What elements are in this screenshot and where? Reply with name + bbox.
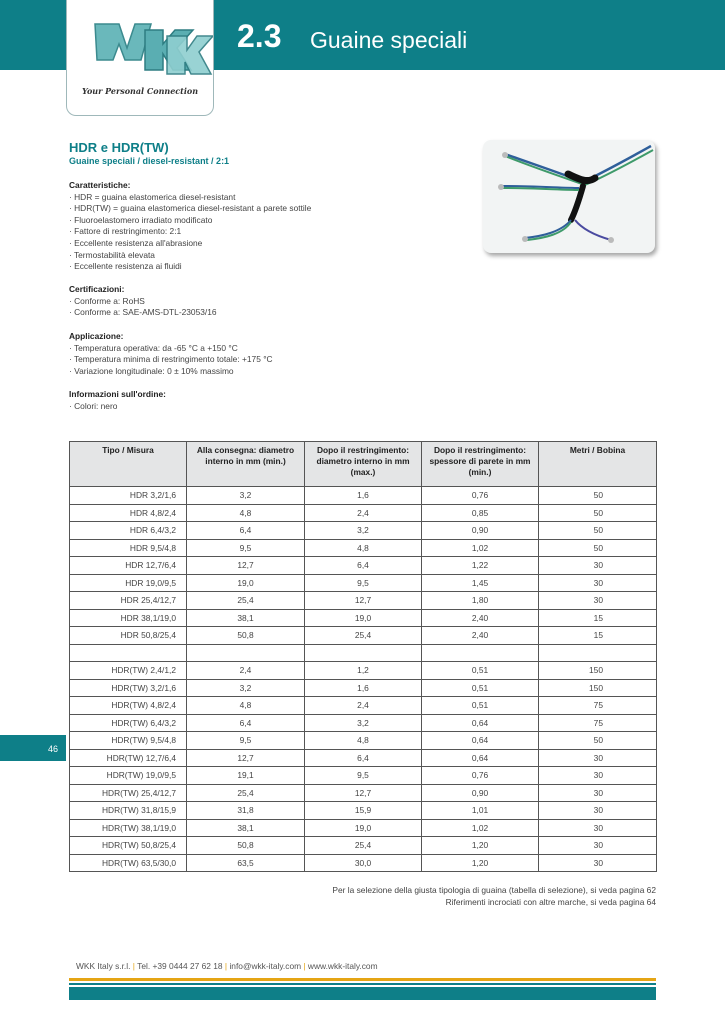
list-item: · Eccellente resistenza all'abrasione xyxy=(69,237,203,248)
table-cell: 30 xyxy=(539,767,657,785)
table-cell: 30,0 xyxy=(305,854,422,872)
list-item: · Colori: nero xyxy=(69,400,118,411)
footer-website[interactable]: www.wkk-italy.com xyxy=(307,961,378,971)
table-row xyxy=(70,627,657,645)
table-cell: 50 xyxy=(539,732,657,750)
table-cell: HDR 38,1/19,0 xyxy=(70,609,187,627)
table-cell: HDR(TW) 31,8/15,9 xyxy=(70,802,187,820)
footer-stripe-band xyxy=(69,987,656,1000)
list-item: · Fluoroelastomero irradiato modificato xyxy=(69,214,213,225)
table-cell: 9,5 xyxy=(187,539,305,557)
table-cell: 63,5 xyxy=(187,854,305,872)
table-row xyxy=(70,749,657,767)
table-cell: 15 xyxy=(539,627,657,645)
table-row xyxy=(70,679,657,697)
table-cell: 2,4 xyxy=(305,697,422,715)
table-cell: 1,01 xyxy=(422,802,539,820)
table-cell: 3,2 xyxy=(187,487,305,505)
table-row xyxy=(70,522,657,540)
table-cell: HDR(TW) 4,8/2,4 xyxy=(70,697,187,715)
table-cell: 30 xyxy=(539,837,657,855)
list-item: · Conforme a: RoHS xyxy=(69,295,145,306)
logo xyxy=(66,0,214,116)
table-row xyxy=(70,557,657,575)
table-cell: 150 xyxy=(539,679,657,697)
table-cell: 25,4 xyxy=(305,627,422,645)
table-cell: 50 xyxy=(539,539,657,557)
applicazione-heading: Applicazione: xyxy=(69,331,124,341)
wkk-logo-icon xyxy=(67,0,213,84)
table-cell: 38,1 xyxy=(187,609,305,627)
column-header: Tipo / Misura xyxy=(70,442,187,487)
table-cell: 15 xyxy=(539,609,657,627)
table-cell: 75 xyxy=(539,697,657,715)
table-cell: 19,0 xyxy=(305,609,422,627)
table-row xyxy=(70,802,657,820)
note-selection-table: Per la selezione della giusta tipologia di guaina (tabella di selezione), si veda pagina 62 xyxy=(332,885,656,895)
table-cell: 30 xyxy=(539,557,657,575)
table-row xyxy=(70,854,657,872)
table-cell xyxy=(539,644,657,662)
table-cell xyxy=(70,644,187,662)
table-cell: 25,4 xyxy=(305,837,422,855)
applicazione-section xyxy=(69,331,273,377)
cable-harness-icon xyxy=(483,140,655,253)
table-cell: HDR 9,5/4,8 xyxy=(70,539,187,557)
table-cell: HDR(TW) 3,2/1,6 xyxy=(70,679,187,697)
table-cell xyxy=(305,644,422,662)
list-item: · Temperatura minima di restringimento totale: +175 °C xyxy=(69,354,273,365)
ordine-section xyxy=(69,389,166,412)
table-cell: 30 xyxy=(539,802,657,820)
table-row xyxy=(70,784,657,802)
table-cell: HDR(TW) 12,7/6,4 xyxy=(70,749,187,767)
table-cell: HDR(TW) 63,5/30,0 xyxy=(70,854,187,872)
table-cell: 0,90 xyxy=(422,522,539,540)
product-photo xyxy=(483,140,655,253)
certificazioni-section xyxy=(69,284,217,319)
table-cell: HDR 3,2/1,6 xyxy=(70,487,187,505)
table-cell: HDR(TW) 9,5/4,8 xyxy=(70,732,187,750)
table-cell: 9,5 xyxy=(305,767,422,785)
table-row xyxy=(70,574,657,592)
footer-email[interactable]: info@wkk-italy.com xyxy=(229,961,302,971)
table-cell: 0,51 xyxy=(422,679,539,697)
table-cell: 0,64 xyxy=(422,749,539,767)
table-cell: 50 xyxy=(539,504,657,522)
table-cell: 30 xyxy=(539,749,657,767)
table-row xyxy=(70,767,657,785)
list-item: · Temperatura operativa: da -65 °C a +150 °C xyxy=(69,342,238,353)
footer-company: WKK Italy s.r.l. xyxy=(76,961,131,971)
table-cell: 4,8 xyxy=(187,697,305,715)
table-cell: 12,7 xyxy=(305,592,422,610)
list-item: · Conforme a: SAE-AMS-DTL-23053/16 xyxy=(69,307,217,318)
table-cell xyxy=(187,644,305,662)
table-cell: 12,7 xyxy=(187,557,305,575)
table-row xyxy=(70,837,657,855)
table-row xyxy=(70,487,657,505)
table-cell: 50 xyxy=(539,487,657,505)
table-cell: 30 xyxy=(539,819,657,837)
table-cell: 4,8 xyxy=(305,732,422,750)
table-cell: 1,2 xyxy=(305,662,422,680)
table-cell: 6,4 xyxy=(305,557,422,575)
table-cell: HDR(TW) 25,4/12,7 xyxy=(70,784,187,802)
column-header: Alla consegna: diametro interno in mm (min.) xyxy=(187,442,305,487)
table-row xyxy=(70,697,657,715)
table-cell: 1,02 xyxy=(422,539,539,557)
table-cell: HDR 25,4/12,7 xyxy=(70,592,187,610)
page-number: 46 xyxy=(0,735,66,761)
table-cell: 25,4 xyxy=(187,592,305,610)
table-cell: 0,76 xyxy=(422,767,539,785)
table-row xyxy=(70,644,657,662)
table-cell xyxy=(422,644,539,662)
table-cell: 25,4 xyxy=(187,784,305,802)
table-cell: 1,22 xyxy=(422,557,539,575)
product-subtitle: Guaine speciali / diesel-resistant / 2:1 xyxy=(69,156,230,166)
table-cell: 1,6 xyxy=(305,487,422,505)
list-item: · HDR = guaina elastomerica diesel-resistant xyxy=(69,191,236,202)
footer: WKK Italy s.r.l. | Tel. +39 0444 27 62 18 | info@wkk-italy.com | www.wkk-italy.com xyxy=(76,961,378,971)
table-cell: 2,40 xyxy=(422,609,539,627)
table-row xyxy=(70,609,657,627)
table-cell: 0,85 xyxy=(422,504,539,522)
caratteristiche-section xyxy=(69,180,311,273)
table-cell: 0,51 xyxy=(422,697,539,715)
table-cell: 2,40 xyxy=(422,627,539,645)
table-cell: HDR 50,8/25,4 xyxy=(70,627,187,645)
table-cell: 4,8 xyxy=(187,504,305,522)
section-number: 2.3 xyxy=(237,18,282,54)
note-cross-reference: Riferimenti incrociati con altre marche, si veda pagina 64 xyxy=(445,897,656,907)
table-cell: 9,5 xyxy=(187,732,305,750)
footer-stripe-thin xyxy=(69,983,656,985)
list-item: · HDR(TW) = guaina elastomerica diesel-resistant a parete sottile xyxy=(69,203,312,214)
footer-phone: Tel. +39 0444 27 62 18 xyxy=(137,961,223,971)
table-cell: HDR 12,7/6,4 xyxy=(70,557,187,575)
table-cell: 150 xyxy=(539,662,657,680)
table-cell: 0,64 xyxy=(422,714,539,732)
table-cell: HDR 6,4/3,2 xyxy=(70,522,187,540)
table-cell: HDR(TW) 2,4/1,2 xyxy=(70,662,187,680)
table-cell: 1,45 xyxy=(422,574,539,592)
list-item: · Eccellente resistenza ai fluidi xyxy=(69,261,182,272)
table-cell: HDR 19,0/9,5 xyxy=(70,574,187,592)
table-cell: 1,02 xyxy=(422,819,539,837)
table-cell: HDR 4,8/2,4 xyxy=(70,504,187,522)
table-cell: 3,2 xyxy=(187,679,305,697)
tagline: Your Personal Connection xyxy=(81,86,199,96)
table-cell: 38,1 xyxy=(187,819,305,837)
section-title: Guaine speciali xyxy=(310,27,468,53)
table-cell: 30 xyxy=(539,784,657,802)
table-row xyxy=(70,662,657,680)
caratteristiche-heading: Caratteristiche: xyxy=(69,180,131,190)
table-cell: 6,4 xyxy=(187,522,305,540)
table-cell: 30 xyxy=(539,574,657,592)
table-cell: HDR(TW) 38,1/19,0 xyxy=(70,819,187,837)
table-cell: 0,51 xyxy=(422,662,539,680)
list-item: · Variazione longitudinale: 0 ± 10% massimo xyxy=(69,365,234,376)
table-cell: 30 xyxy=(539,854,657,872)
table-cell: 19,1 xyxy=(187,767,305,785)
table-row xyxy=(70,592,657,610)
ordine-heading: Informazioni sull'ordine: xyxy=(69,389,166,399)
table-cell: 1,20 xyxy=(422,854,539,872)
table-cell: 31,8 xyxy=(187,802,305,820)
table-cell: 75 xyxy=(539,714,657,732)
table-cell: 2,4 xyxy=(305,504,422,522)
table-cell: 50,8 xyxy=(187,837,305,855)
footer-stripe-accent xyxy=(69,978,656,981)
table-cell: 6,4 xyxy=(187,714,305,732)
table-row xyxy=(70,732,657,750)
certificazioni-heading: Certificazioni: xyxy=(69,284,125,294)
table-cell: 15,9 xyxy=(305,802,422,820)
column-header: Metri / Bobina xyxy=(539,442,657,487)
list-item: · Fattore di restringimento: 2:1 xyxy=(69,226,182,237)
table-row xyxy=(70,714,657,732)
table-cell: 1,20 xyxy=(422,837,539,855)
table-cell: 0,64 xyxy=(422,732,539,750)
table-cell: 2,4 xyxy=(187,662,305,680)
table-cell: 1,6 xyxy=(305,679,422,697)
table-cell: HDR(TW) 50,8/25,4 xyxy=(70,837,187,855)
table-cell: 4,8 xyxy=(305,539,422,557)
table-cell: 12,7 xyxy=(187,749,305,767)
table-cell: 6,4 xyxy=(305,749,422,767)
table-cell: 19,0 xyxy=(187,574,305,592)
table-row xyxy=(70,504,657,522)
table-cell: 50 xyxy=(539,522,657,540)
table-cell: 3,2 xyxy=(305,714,422,732)
table-cell: 19,0 xyxy=(305,819,422,837)
table-cell: 30 xyxy=(539,592,657,610)
table-cell: 0,90 xyxy=(422,784,539,802)
product-title: HDR e HDR(TW) xyxy=(69,140,169,155)
table-cell: 12,7 xyxy=(305,784,422,802)
list-item: · Termostabilità elevata xyxy=(69,249,155,260)
table-row xyxy=(70,819,657,837)
column-header: Dopo il restringimento: spessore di parete in mm (min.) xyxy=(422,442,539,487)
table-cell: 9,5 xyxy=(305,574,422,592)
table-cell: HDR(TW) 19,0/9,5 xyxy=(70,767,187,785)
table-row xyxy=(70,539,657,557)
table-cell: 1,80 xyxy=(422,592,539,610)
table-cell: 50,8 xyxy=(187,627,305,645)
spec-table xyxy=(69,441,657,872)
table-cell: 0,76 xyxy=(422,487,539,505)
table-cell: HDR(TW) 6,4/3,2 xyxy=(70,714,187,732)
column-header: Dopo il restringimento: diametro interno in mm (max.) xyxy=(305,442,422,487)
table-cell: 3,2 xyxy=(305,522,422,540)
table-header-row xyxy=(70,442,657,487)
